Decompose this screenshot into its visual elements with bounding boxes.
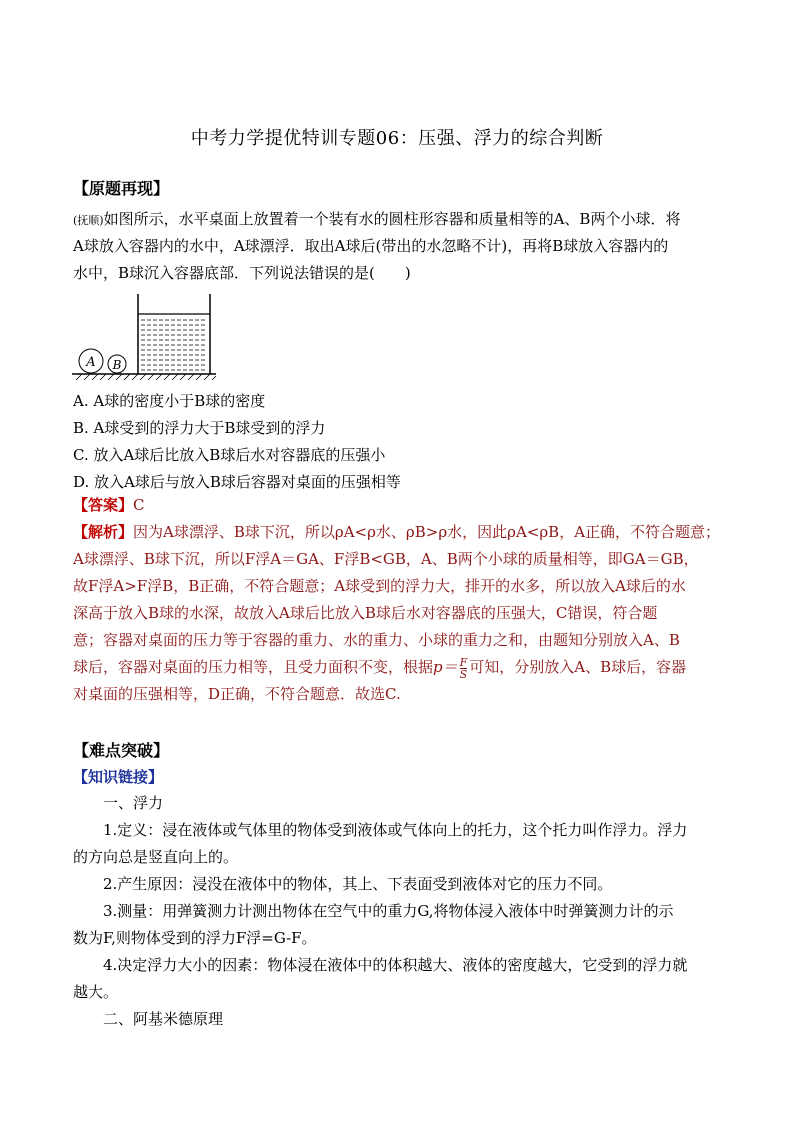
knowledge-p3-line2: 数为F,则物体受到的浮力F浮=G-F。	[73, 929, 317, 947]
question-line-2: A球放入容器内的水中，A球漂浮．取出A球后(带出的水忽略不计)，再将B球放入容器内的	[73, 237, 669, 255]
knowledge-heading-2: 二、阿基米德原理	[103, 1010, 224, 1028]
answer-value: C	[133, 496, 145, 514]
formula-lhs: p＝	[433, 658, 458, 676]
answer-line	[73, 492, 723, 519]
knowledge-heading-1: 一、浮力	[103, 794, 164, 812]
water	[138, 314, 210, 370]
analysis-line-4: 深高于放入B球的水深，故放入A球后比放入B球后水对容器底的压强大，C错误，符合题	[73, 604, 658, 622]
page-title: 中考力学提优特训专题06：压强、浮力的综合判断	[190, 128, 604, 149]
question-line-1: (抚顺)如图所示，水平桌面上放置着一个装有水的圆柱形容器和质量相等的A、B两个小球．将	[73, 210, 681, 228]
analysis-line-3: 故F浮A>F浮B，B正确，不符合题意；A球受到的浮力大，排开的水多，所以放入A球后的水	[73, 577, 686, 595]
analysis-line-5: 意；容器对桌面的压力等于容器的重力、水的重力、小球的重力之和，由题知分别放入A、B	[73, 631, 680, 649]
analysis-block	[73, 519, 723, 708]
pressure-formula: $\frac{F}{S}$	[459, 655, 468, 681]
question-line-3: 水中，B球沉入容器底部．下列说法错误的是( )	[73, 264, 411, 282]
svg-text:B: B	[112, 358, 122, 372]
options-list	[73, 388, 723, 496]
option-c: C. 放入A球后比放入B球后水对容器底的压强小	[73, 446, 386, 464]
question-source: (抚顺)	[73, 214, 104, 227]
section-difficult-heading: 【难点突破】	[73, 741, 170, 760]
svg-text:A: A	[86, 355, 96, 370]
knowledge-p3-line1: 3.测量：用弹簧测力计测出物体在空气中的重力G,将物体浸入液体中时弹簧测力计的示	[103, 902, 674, 920]
knowledge-p1-line2: 的方向总是竖直向上的。	[73, 848, 239, 866]
analysis-line-7: 对桌面的压强相等，D正确，不符合题意．故选C.	[73, 685, 401, 703]
question-text	[73, 206, 723, 287]
knowledge-block	[73, 790, 723, 1033]
section-knowledge-heading: 【知识链接】	[73, 768, 164, 786]
knowledge-p2: 2.产生原因：浸没在液体中的物体，其上、下表面受到液体对它的压力不同。	[103, 875, 613, 893]
analysis-line-2: A球漂浮、B球下沉，所以F浮A＝GA、F浮B<GB，A、B两个小球的质量相等，即GA＝GB，	[73, 550, 699, 568]
knowledge-p4-line1: 4.决定浮力大小的因素：物体浸在液体中的体积越大、液体的密度越大，它受到的浮力就	[103, 956, 688, 974]
ball-b	[108, 355, 126, 373]
analysis-line-6: 球后，容器对桌面的压力相等，且受力面积不变，根据p＝ $\frac{F}{S}$ 可知，分别放入A、B球后，容器	[73, 655, 687, 681]
container-figure	[70, 292, 220, 382]
option-b: B. A球受到的浮力大于B球受到的浮力	[73, 419, 326, 437]
knowledge-p1-line1: 1.定义：浸在液体或气体里的物体受到液体或气体向上的托力，这个托力叫作浮力。浮力	[103, 821, 688, 839]
option-d: D. 放入A球后与放入B球后容器对桌面的压强相等	[73, 473, 401, 491]
analysis-line-1: 【解析】因为A球漂浮、B球下沉，所以ρA<ρ水、ρB>ρ水，因此ρA<ρB，A正确，不符合题意；	[73, 523, 721, 541]
ball-a	[79, 349, 103, 373]
answer-label: 【答案】	[73, 496, 134, 514]
option-a: A. A球的密度小于B球的密度	[73, 392, 266, 410]
section-original-heading: 【原题再现】	[73, 179, 170, 198]
knowledge-p4-line2: 越大。	[73, 983, 119, 1001]
analysis-label: 【解析】	[73, 523, 134, 541]
